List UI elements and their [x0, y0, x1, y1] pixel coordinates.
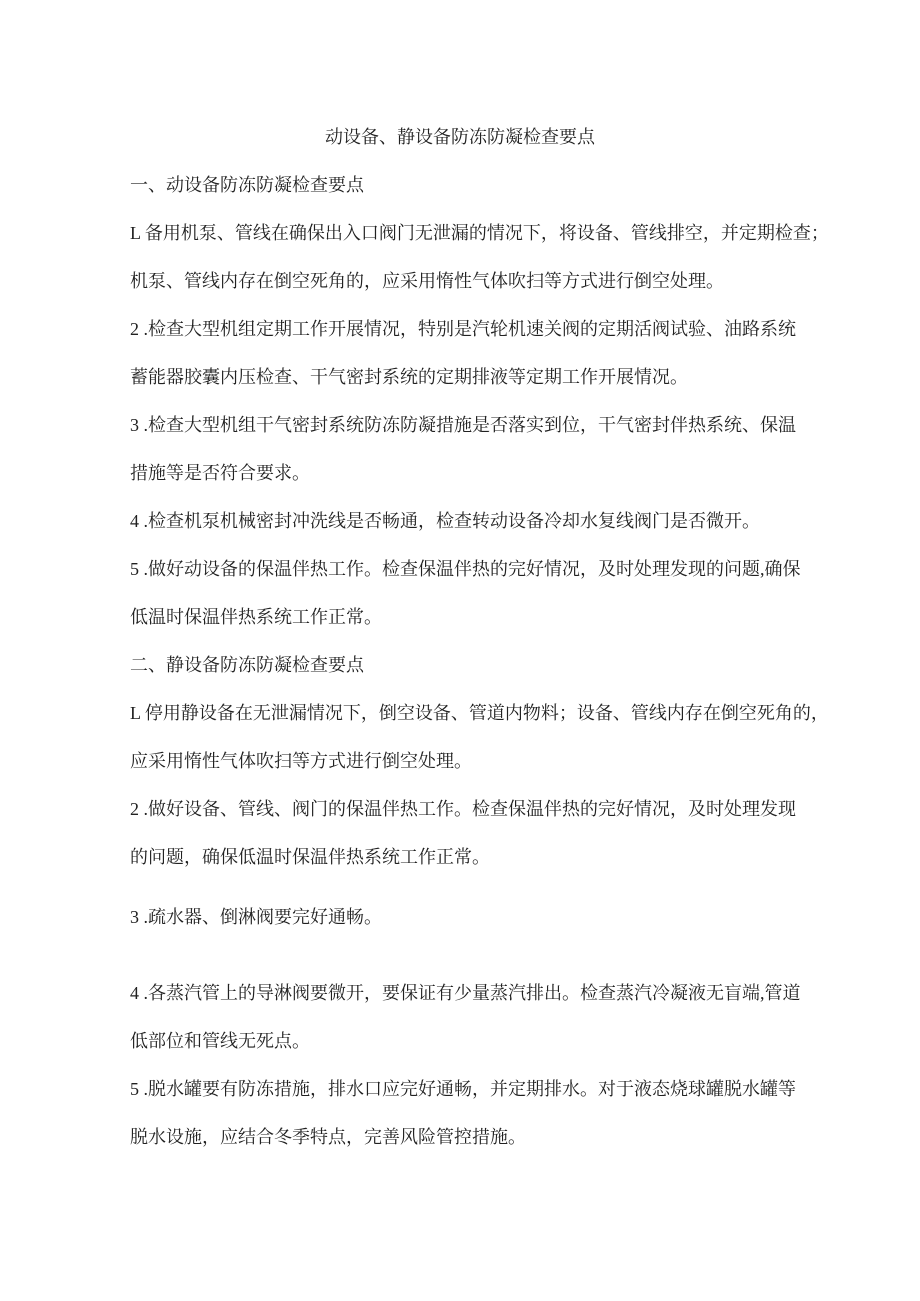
document-line: 4 .各蒸汽管上的导淋阀要微开，要保证有少量蒸汽排出。检查蒸汽冷凝液无盲端,管道 [130, 983, 801, 1003]
section-heading: 二、静设备防冻防凝检查要点 [130, 655, 364, 675]
document-line: 机泵、管线内存在倒空死角的，应采用惰性气体吹扫等方式进行倒空处理。 [130, 271, 724, 291]
section-heading: 一、动设备防冻防凝检查要点 [130, 175, 364, 195]
document-line: 4 .检查机泵机械密封冲洗线是否畅通，检查转动设备冷却水复线阀门是否微开。 [130, 511, 760, 531]
document-body [0, 161, 920, 1161]
document-title: 动设备、静设备防冻防凝检查要点 [325, 127, 595, 147]
document-line: 2 .检查大型机组定期工作开展情况，特别是汽轮机速关阀的定期活阀试验、油路系统 [130, 319, 796, 339]
document-line: 的问题，确保低温时保温伴热系统工作正常。 [130, 847, 490, 867]
document-line: 3 .疏水器、倒淋阀要完好通畅。 [130, 907, 382, 927]
document-line: 应采用惰性气体吹扫等方式进行倒空处理。 [130, 751, 472, 771]
document-line: 5 .做好动设备的保温伴热工作。检查保温伴热的完好情况，及时处理发现的问题,确保 [130, 559, 801, 579]
document-line: 3 .检查大型机组干气密封系统防冻防凝措施是否落实到位，干气密封伴热系统、保温 [130, 415, 796, 435]
document-line: 5 .脱水罐要有防冻措施，排水口应完好通畅，并定期排水。对于液态烧球罐脱水罐等 [130, 1079, 796, 1099]
document-line: 低部位和管线无死点。 [130, 1031, 310, 1051]
document-line: 蓄能器胶囊内压检查、干气密封系统的定期排液等定期工作开展情况。 [130, 367, 688, 387]
document-line: L 备用机泵、管线在确保出入口阀门无泄漏的情况下，将设备、管线排空，并定期检查； [130, 223, 829, 243]
document-line: 低温时保温伴热系统工作正常。 [130, 607, 382, 627]
document-line: 脱水设施，应结合冬季特点，完善风险管控措施。 [130, 1127, 526, 1147]
document-line: 2 .做好设备、管线、阀门的保温伴热工作。检查保温伴热的完好情况，及时处理发现 [130, 799, 796, 819]
document-line: L 停用静设备在无泄漏情况下，倒空设备、管道内物料；设备、管线内存在倒空死角的， [130, 703, 829, 723]
document-line: 措施等是否符合要求。 [130, 463, 310, 483]
